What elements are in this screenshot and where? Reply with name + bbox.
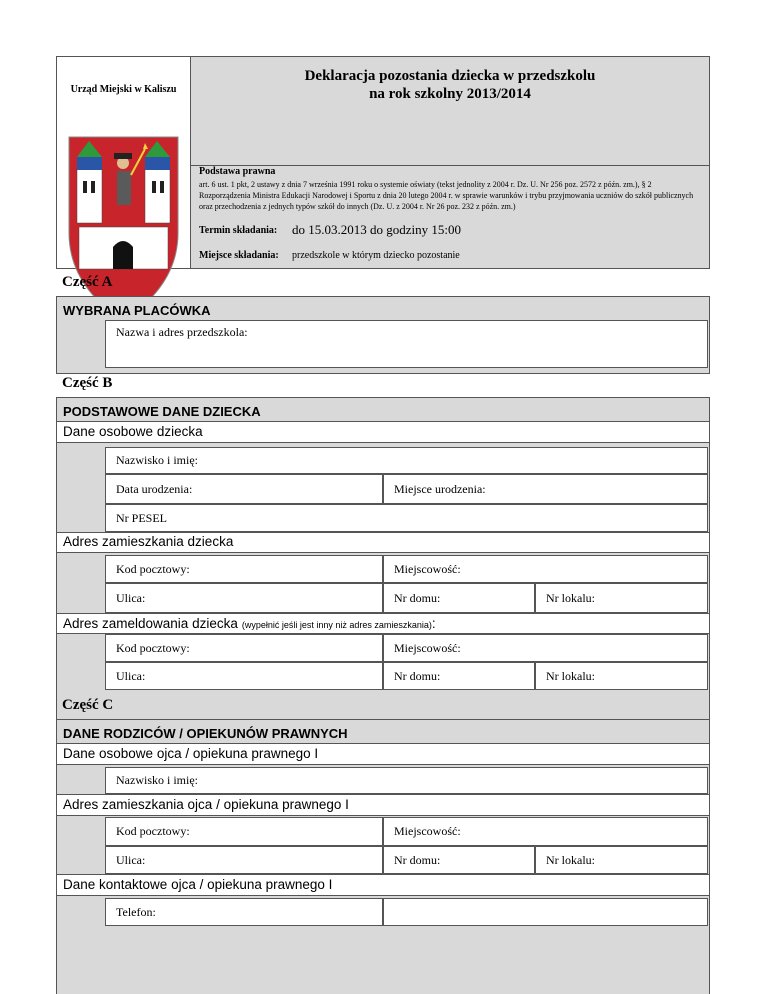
- school-name-label: Nazwa i adres przedszkola:: [116, 325, 248, 339]
- personal-heading: Dane osobowe dziecka: [63, 424, 203, 439]
- father-heading: Dane osobowe ojca / opiekuna prawnego I: [63, 746, 319, 761]
- school-name-field[interactable]: [105, 320, 708, 368]
- house-number-field[interactable]: [383, 583, 535, 613]
- reg-postal-code-field[interactable]: [105, 634, 383, 662]
- office-name: Urząd Miejski w Kaliszu: [70, 84, 177, 95]
- father-flat-number-label: Nr lokalu:: [546, 852, 595, 867]
- flat-number-label: Nr lokalu:: [546, 590, 595, 605]
- registered-colon: :: [431, 616, 436, 631]
- address-heading: Adres zamieszkania dziecka: [63, 534, 234, 549]
- part-c-heading: DANE RODZICÓW / OPIEKUNÓW PRAWNYCH: [63, 726, 348, 741]
- part-a-title: Część A: [62, 274, 113, 290]
- street-field[interactable]: [105, 583, 383, 613]
- father-street-field[interactable]: [105, 846, 383, 874]
- birth-date-label: Data urodzenia:: [116, 481, 193, 496]
- child-name-label: Nazwisko i imię:: [116, 453, 198, 467]
- flat-number-field[interactable]: [535, 583, 708, 613]
- city-label: Miejscowość:: [394, 561, 461, 576]
- reg-city-field[interactable]: [383, 634, 708, 662]
- reg-street-field[interactable]: [105, 662, 383, 690]
- part-b-title: Część B: [62, 375, 113, 391]
- father-heading-bar: [57, 743, 709, 765]
- registered-heading: Adres zameldowania dziecka: [63, 616, 238, 631]
- deadline-value: do 15.03.2013 do godziny 15:00: [292, 222, 461, 237]
- personal-heading-bar: [57, 421, 709, 443]
- father-city-field[interactable]: [383, 817, 708, 846]
- house-number-label: Nr domu:: [394, 590, 441, 605]
- father-house-number-field[interactable]: [383, 846, 535, 874]
- title-panel: [190, 56, 710, 166]
- birth-date-field[interactable]: [105, 474, 383, 504]
- reg-flat-number-field[interactable]: [535, 662, 708, 690]
- contact-heading: Dane kontaktowe ojca / opiekuna prawnego I: [63, 877, 333, 892]
- registered-heading-bar: [57, 613, 709, 634]
- info-panel: [190, 165, 710, 269]
- postal-code-field[interactable]: [105, 555, 383, 583]
- street-label: Ulica:: [116, 590, 146, 605]
- father-city-label: Miejscowość:: [394, 824, 461, 838]
- place-value: przedszkole w którym dziecko pozostanie: [292, 250, 460, 261]
- reg-street-label: Ulica:: [116, 668, 146, 683]
- reg-house-number-field[interactable]: [383, 662, 535, 690]
- legal-text: art. 6 ust. 1 pkt, 2 ustawy z dnia 7 września 1991 roku o systemie oświaty (tekst jednolity z 2004 r. Dz. U. Nr 256 poz. 2572 z późn. zm.), § 2 Rozporządzenia Ministra Edukacji Narodowej i Sportu z dnia 20 lutego 2004 r. w sprawie warunków i trybu przyjmowania uczniów do szkół publicznych oraz przechodzenia z jednych typów szkół do innych (Dz. U. z 2004 r. Nr 26 poz. 232 z późn. zm.): [199, 180, 694, 211]
- father-phone-field[interactable]: [105, 898, 383, 926]
- reg-flat-number-label: Nr lokalu:: [546, 668, 595, 683]
- father-postal-code-field[interactable]: [105, 817, 383, 846]
- deadline-label: Termin składania:: [199, 225, 278, 236]
- part-a-heading: WYBRANA PLACÓWKA: [63, 303, 211, 318]
- birth-place-field[interactable]: [383, 474, 708, 504]
- form-title-line1: Deklaracja pozostania dziecka w przedszkolu: [304, 68, 596, 84]
- address-heading-bar: [57, 532, 709, 553]
- father-flat-number-field[interactable]: [535, 846, 708, 874]
- birth-place-label: Miejsce urodzenia:: [394, 481, 486, 496]
- place-label: Miejsce składania:: [199, 250, 279, 261]
- father-name-field[interactable]: [105, 767, 708, 794]
- legal-heading: Podstawa prawna: [199, 166, 276, 177]
- child-name-field[interactable]: [105, 447, 708, 474]
- part-b-heading: PODSTAWOWE DANE DZIECKA: [63, 404, 261, 419]
- reg-city-label: Miejscowość:: [394, 640, 461, 655]
- registered-note: (wypełnić jeśli jest inny niż adres zamieszkania): [241, 620, 432, 630]
- father-address-heading-bar: [57, 794, 709, 816]
- part-c-title: Część C: [62, 697, 114, 713]
- father-phone-label: Telefon:: [116, 904, 156, 919]
- pesel-field[interactable]: [105, 504, 708, 532]
- father-house-number-label: Nr domu:: [394, 852, 441, 867]
- reg-postal-code-label: Kod pocztowy:: [116, 640, 190, 655]
- father-address-heading: Adres zamieszkania ojca / opiekuna prawnego I: [63, 797, 349, 812]
- pesel-label: Nr PESEL: [116, 510, 167, 525]
- city-field[interactable]: [383, 555, 708, 583]
- father-name-label: Nazwisko i imię:: [116, 773, 198, 787]
- postal-code-label: Kod pocztowy:: [116, 561, 190, 576]
- father-street-label: Ulica:: [116, 852, 146, 867]
- reg-house-number-label: Nr domu:: [394, 668, 441, 683]
- father-postal-code-label: Kod pocztowy:: [116, 824, 190, 838]
- header-left-panel: [56, 56, 191, 269]
- father-phone-value-field[interactable]: [383, 898, 708, 926]
- contact-heading-bar: [57, 874, 709, 896]
- form-title-line2: na rok szkolny 2013/2014: [369, 86, 531, 102]
